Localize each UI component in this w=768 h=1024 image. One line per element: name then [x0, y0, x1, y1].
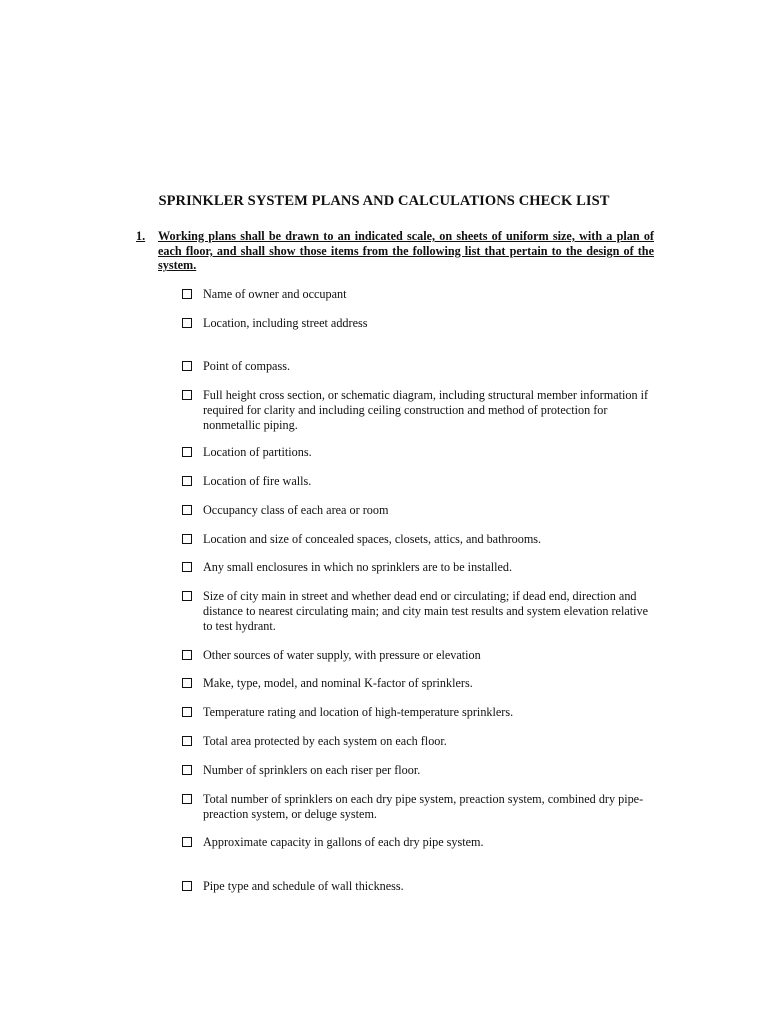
- checklist-item-label: Temperature rating and location of high-temperature sprinklers.: [203, 705, 514, 719]
- checklist-item: [182, 589, 657, 634]
- checklist-item-label: Location and size of concealed spaces, closets, attics, and bathrooms.: [203, 532, 542, 546]
- checklist-item-label: Make, type, model, and nominal K-factor of sprinklers.: [203, 676, 473, 690]
- checklist-item-label: Total area protected by each system on each floor.: [203, 734, 447, 748]
- checkbox-icon[interactable]: [182, 447, 192, 457]
- checklist-item-label: Name of owner and occupant: [203, 287, 347, 301]
- checklist-item: [182, 474, 657, 489]
- checklist-item-label: Total number of sprinklers on each dry pipe system, preaction system, combined dry pipe-preaction system, or deluge system.: [203, 792, 644, 821]
- checklist-item-label: Number of sprinklers on each riser per floor.: [203, 763, 421, 777]
- checklist-item-label: Location of fire walls.: [203, 474, 312, 488]
- checklist-item: [182, 835, 657, 850]
- checklist-item: [182, 560, 657, 575]
- checkbox-icon[interactable]: [182, 765, 192, 775]
- checkbox-icon[interactable]: [182, 707, 192, 717]
- checkbox-icon[interactable]: [182, 591, 192, 601]
- checklist-item: [182, 388, 657, 433]
- checkbox-icon[interactable]: [182, 390, 192, 400]
- checkbox-icon[interactable]: [182, 562, 192, 572]
- checklist-item: [182, 734, 657, 749]
- checkbox-icon[interactable]: [182, 678, 192, 688]
- checkbox-icon[interactable]: [182, 534, 192, 544]
- checkbox-icon[interactable]: [182, 650, 192, 660]
- checklist-item: [182, 316, 657, 331]
- checkbox-icon[interactable]: [182, 361, 192, 371]
- page-title: SPRINKLER SYSTEM PLANS AND CALCULATIONS CHECK LIST: [158, 193, 610, 209]
- checklist-item-label: Location of partitions.: [203, 445, 312, 459]
- checklist-item-label: Pipe type and schedule of wall thickness.: [203, 879, 404, 893]
- checkbox-icon[interactable]: [182, 505, 192, 515]
- checklist-item-label: Other sources of water supply, with pressure or elevation: [203, 648, 481, 662]
- checklist-item-label: Point of compass.: [203, 359, 291, 373]
- checklist-item-label: Full height cross section, or schematic diagram, including structural member information if required for clarity and including ceiling construction and method of protection for nonmetallic piping.: [203, 388, 649, 432]
- checklist-item: [182, 648, 657, 663]
- checklist-item-label: Location, including street address: [203, 316, 368, 330]
- checklist-item-label: Occupancy class of each area or room: [203, 503, 389, 517]
- checklist-item-label: Any small enclosures in which no sprinklers are to be installed.: [203, 560, 513, 574]
- checkbox-icon[interactable]: [182, 318, 192, 328]
- checklist-item: [182, 879, 657, 894]
- checklist-item: [182, 676, 657, 691]
- checklist-item-label: Approximate capacity in gallons of each dry pipe system.: [203, 835, 484, 849]
- checkbox-icon[interactable]: [182, 736, 192, 746]
- checklist-item: [182, 705, 657, 720]
- checklist-item: [182, 503, 657, 518]
- checkbox-icon[interactable]: [182, 476, 192, 486]
- checklist-item: [182, 287, 657, 302]
- checkbox-icon[interactable]: [182, 289, 192, 299]
- checklist-item: [182, 445, 657, 460]
- checklist-item: [182, 532, 657, 547]
- checkbox-icon[interactable]: [182, 837, 192, 847]
- checklist-item: [182, 792, 657, 822]
- checklist-item-label: Size of city main in street and whether dead end or circulating; if dead end, direction and distance to nearest circulating main; and city main test results and system elevation relative to test hydrant.: [203, 589, 649, 633]
- checkbox-icon[interactable]: [182, 881, 192, 891]
- checklist-item: [182, 359, 657, 374]
- section-number: 1.: [136, 229, 146, 243]
- checkbox-icon[interactable]: [182, 794, 192, 804]
- checklist-item: [182, 763, 657, 778]
- section-text: Working plans shall be drawn to an indicated scale, on sheets of uniform size, with a plan of each floor, and shall show those items from the following list that pertain to the design of the system.: [158, 229, 654, 273]
